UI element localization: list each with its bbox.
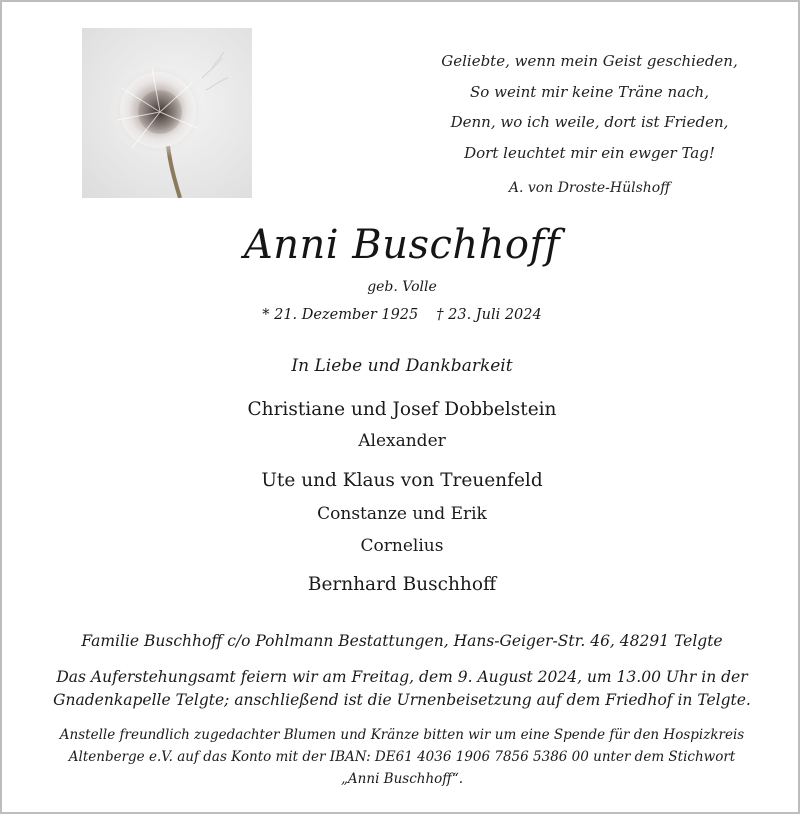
donation-line: „Anni Buschhoff“. [340,771,464,787]
death-date: † 23. Juli 2024 [436,307,542,323]
mourner-family-dobbelstein: Christiane und Josef Dobbelstein [247,399,557,420]
poem-line: Dort leuchtet mir ein ewger Tag! [464,143,715,162]
donation-line: Altenberge e.V. auf das Konto mit der IBAN: DE61 4036 1906 7856 5386 00 unter dem Stichwort [68,749,736,765]
life-dates [2,307,800,323]
poem-line: So weint mir keine Träne nach, [470,82,709,101]
contact-address: Familie Buschhoff c/o Pohlmann Bestattungen, Hans-Geiger-Str. 46, 48291 Telgte [81,632,723,650]
dandelion-image [82,28,252,198]
birth-date: * 21. Dezember 1925 [262,307,419,323]
poem-author: A. von Droste-Hülshoff [508,180,671,196]
mourner-family-treuenfeld: Ute und Klaus von Treuenfeld [261,470,543,491]
donation-notice [22,724,782,790]
maiden-name: geb. Volle [367,279,437,295]
dandelion-icon [82,28,252,198]
poem-line: Denn, wo ich weile, dort ist Frieden, [450,113,729,131]
mourner-child-cornelius: Cornelius [360,536,444,556]
poem [402,46,777,204]
service-line: Das Auferstehungsamt feiern wir am Freitag, dem 9. August 2024, um 13.00 Uhr in der [56,668,748,686]
poem-line: Geliebte, wenn mein Geist geschieden, [441,52,738,70]
deceased-name: Anni Buschhoff [243,222,561,268]
mourner-bernhard: Bernhard Buschhoff [307,574,497,595]
mourners-intro: In Liebe und Dankbarkeit [291,356,513,376]
mourner-children-constanze-erik: Constanze und Erik [317,504,487,524]
mourner-child-alexander: Alexander [358,431,446,451]
service-line: Gnadenkapelle Telgte; anschließend ist die Urnenbeisetzung auf dem Friedhof in Telgte. [53,691,751,709]
service-notice [22,666,782,712]
donation-line: Anstelle freundlich zugedachter Blumen und Kränze bitten wir um eine Spende für den Hospizkreis [59,727,745,743]
